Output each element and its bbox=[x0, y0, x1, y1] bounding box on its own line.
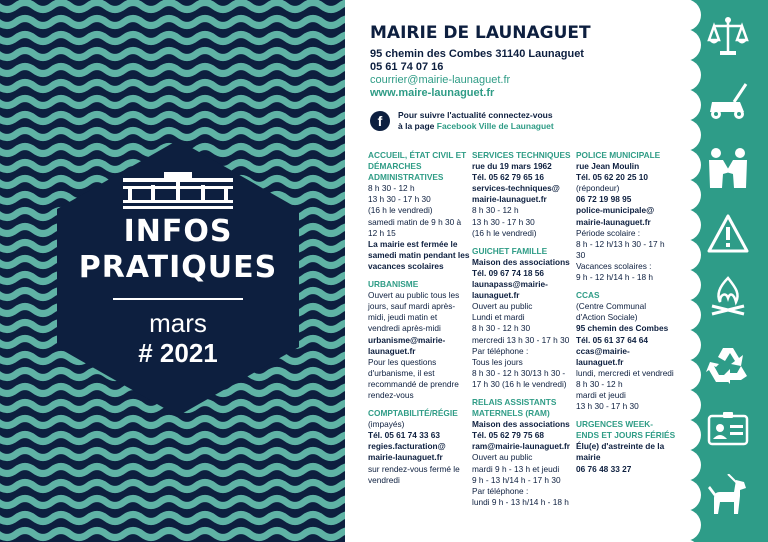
scallop bbox=[685, 479, 701, 511]
tech-line: (16 h le vendredi) bbox=[472, 227, 537, 238]
tech-email[interactable]: services-techniques@ mairie-launaguet.fr bbox=[472, 183, 560, 205]
scallop bbox=[685, 329, 701, 361]
police-mobile: 06 72 19 98 95 bbox=[576, 194, 632, 205]
scallop bbox=[685, 269, 701, 301]
scallop bbox=[685, 149, 701, 181]
guichet-line: 8 h 30 - 12 h 30 bbox=[472, 323, 531, 334]
scallop bbox=[685, 119, 701, 151]
scallop-edge bbox=[685, 0, 703, 542]
facebook-icon[interactable]: f bbox=[370, 111, 390, 131]
guichet-line: Tous les jours bbox=[472, 356, 523, 367]
tech-line: 13 h 30 - 17 h 30 bbox=[472, 216, 535, 227]
tech-line: 8 h 30 - 12 h bbox=[472, 205, 519, 216]
police-title: POLICE MUNICIPALE bbox=[576, 150, 661, 160]
tech-phone: Tél. 05 62 79 65 16 bbox=[472, 172, 544, 183]
cover-line2: PRATIQUES bbox=[78, 250, 278, 285]
compta-text: sur rendez-vous fermé le vendredi bbox=[368, 463, 460, 485]
guichet-line: Ouvert au public bbox=[472, 301, 533, 312]
police-sub: (répondeur) bbox=[576, 183, 620, 194]
ccas-line: 13 h 30 - 17 h 30 bbox=[576, 401, 639, 412]
police-line: 8 h - 12 h/13 h 30 - 17 h 30 bbox=[576, 238, 665, 260]
fire-icon bbox=[706, 274, 750, 318]
ram-email[interactable]: ram@mairie-launaguet.fr bbox=[472, 441, 570, 452]
ccas-line: lundi, mercredi et vendredi bbox=[576, 367, 674, 378]
ram-line: lundi 9 h - 13 h/14 h - 18 h bbox=[472, 496, 569, 507]
guichet-email[interactable]: launapass@mairie-launaguet.fr bbox=[472, 279, 548, 301]
column-1 bbox=[368, 150, 470, 486]
ram-line: Ouvert au public bbox=[472, 452, 533, 463]
accueil-line: (16 h le vendredi) bbox=[368, 205, 433, 216]
id-card-icon bbox=[706, 408, 750, 452]
ccas-phone: Tél. 05 61 37 64 64 bbox=[576, 334, 648, 345]
cover-panel bbox=[0, 0, 345, 542]
warning-icon bbox=[706, 212, 750, 256]
scallop bbox=[685, 389, 701, 421]
guichet-line: Par téléphone : bbox=[472, 345, 529, 356]
urgences-phone: 06 76 48 33 27 bbox=[576, 463, 632, 474]
scallop bbox=[685, 299, 701, 331]
scallop bbox=[685, 89, 701, 121]
cover-line1: INFOS bbox=[123, 214, 233, 249]
accueil-title: ACCUEIL, ÉTAT CIVIL ET DÉMARCHES ADMINISTRATIVES bbox=[368, 150, 467, 183]
scallop bbox=[685, 0, 701, 31]
police-line: 9 h - 12 h/14 h - 18 h bbox=[576, 272, 654, 283]
facebook-prefix: à la page bbox=[398, 121, 437, 131]
urbanisme-email[interactable]: urbanisme@mairie-launaguet.fr bbox=[368, 334, 446, 356]
scales-icon bbox=[706, 14, 750, 58]
urgences-text: Élu(e) d'astreinte de la mairie bbox=[576, 441, 665, 463]
accueil-notice: La mairie est fermée le samedi matin pendant les vacances scolaires bbox=[368, 238, 470, 271]
tech-title: SERVICES TECHNIQUES bbox=[472, 150, 571, 160]
content-panel bbox=[345, 0, 685, 542]
compta-email[interactable]: regies.facturation@ mairie-launaguet.fr bbox=[368, 441, 446, 463]
accueil-line: 8 h 30 - 12 h bbox=[368, 183, 415, 194]
guichet-phone: Tél. 09 67 74 18 56 bbox=[472, 267, 544, 278]
header bbox=[370, 22, 591, 100]
scallop bbox=[685, 209, 701, 241]
handshake-icon bbox=[706, 146, 750, 190]
police-phone: Tél. 05 62 20 25 10 bbox=[576, 172, 648, 183]
police-line: Vacances scolaires : bbox=[576, 260, 652, 271]
ccas-address: 95 chemin des Combes bbox=[576, 323, 669, 334]
ram-phone: Tél. 05 62 79 75 68 bbox=[472, 430, 544, 441]
scallop bbox=[685, 419, 701, 451]
ram-line: mardi 9 h - 13 h et jeudi bbox=[472, 463, 560, 474]
guichet-line: 8 h 30 - 12 h 30/13 h 30 - bbox=[472, 367, 566, 378]
email-link[interactable]: courrier@mairie-launaguet.fr bbox=[370, 74, 511, 86]
scallop bbox=[685, 239, 701, 271]
scallop bbox=[685, 29, 701, 61]
accueil-line: 13 h 30 - 17 h 30 bbox=[368, 194, 431, 205]
cover-year: # 2021 bbox=[138, 338, 218, 368]
guichet-title: GUICHET FAMILLE bbox=[472, 245, 548, 256]
ram-title: RELAIS ASSISTANTS MATERNELS (RAM) bbox=[472, 396, 557, 419]
recycle-icon bbox=[706, 342, 750, 386]
facebook-link[interactable]: Facebook Ville de Launaguet bbox=[436, 121, 554, 131]
facebook-line1: Pour suivre l'actualité connectez-vous bbox=[398, 110, 553, 120]
scallop bbox=[685, 59, 701, 91]
compta-title: COMPTABILITÉ/RÉGIE bbox=[368, 408, 458, 419]
accueil-line: 12 h 15 bbox=[368, 227, 396, 238]
ram-line: Par téléphone : bbox=[472, 485, 529, 496]
guichet-place: Maison des associations bbox=[472, 256, 570, 267]
urbanisme-title: URBANISME bbox=[368, 279, 419, 290]
urgences-title: URGENCES WEEK-ENDS ET JOURS FÉRIÉS bbox=[576, 419, 676, 441]
guichet-line: 17 h 30 (16 h le vendredi) bbox=[472, 378, 567, 389]
police-email[interactable]: police-municipale@ mairie-launaguet.fr bbox=[576, 205, 655, 227]
compta-sub: (impayés) bbox=[368, 419, 405, 430]
column-3 bbox=[576, 150, 676, 475]
urbanisme-text2: Pour les questions d'urbanisme, il est recommandé de prendre rendez-vous bbox=[368, 356, 459, 400]
phone: 05 61 74 07 16 bbox=[370, 61, 444, 73]
cover-divider bbox=[113, 298, 243, 300]
compta-phone: Tél. 05 61 74 33 63 bbox=[368, 430, 440, 441]
website-link[interactable]: www.maire-launaguet.fr bbox=[370, 87, 495, 99]
facebook-notice bbox=[370, 110, 554, 132]
scallop bbox=[685, 449, 701, 481]
cover-month: mars bbox=[149, 308, 207, 338]
address: 95 chemin des Combes 31140 Launaguet bbox=[370, 48, 584, 60]
lawn-mower-icon bbox=[706, 80, 750, 124]
ccas-line: 8 h 30 - 12 h bbox=[576, 378, 623, 389]
ccas-email[interactable]: ccas@mairie-launaguet.fr bbox=[576, 345, 630, 367]
ram-line: 9 h - 13 h/14 h - 17 h 30 bbox=[472, 474, 561, 485]
cover-title bbox=[57, 140, 299, 416]
scallop bbox=[685, 359, 701, 391]
scallop bbox=[685, 509, 701, 541]
ccas-line: mardi et jeudi bbox=[576, 389, 626, 400]
guichet-line: Lundi et mardi bbox=[472, 312, 525, 323]
ram-place: Maison des associations bbox=[472, 419, 570, 430]
urbanisme-text: Ouvert au public tous les jours, sauf mardi après-midi, jeudi matin et vendredi après-midi bbox=[368, 290, 460, 334]
police-line: Période scolaire : bbox=[576, 227, 641, 238]
police-address: rue Jean Moulin bbox=[576, 161, 640, 172]
guichet-line: mercredi 13 h 30 - 17 h 30 bbox=[472, 334, 570, 345]
dog-icon bbox=[706, 474, 750, 518]
ccas-title: CCAS bbox=[576, 290, 600, 301]
column-2 bbox=[472, 150, 576, 508]
scallop bbox=[685, 179, 701, 211]
tech-address: rue du 19 mars 1962 bbox=[472, 161, 552, 172]
ccas-sub: (Centre Communal d'Action Sociale) bbox=[576, 301, 647, 323]
page-title: MAIRIE DE LAUNAGUET bbox=[370, 23, 591, 43]
accueil-line: samedi matin de 9 h 30 à bbox=[368, 216, 462, 227]
